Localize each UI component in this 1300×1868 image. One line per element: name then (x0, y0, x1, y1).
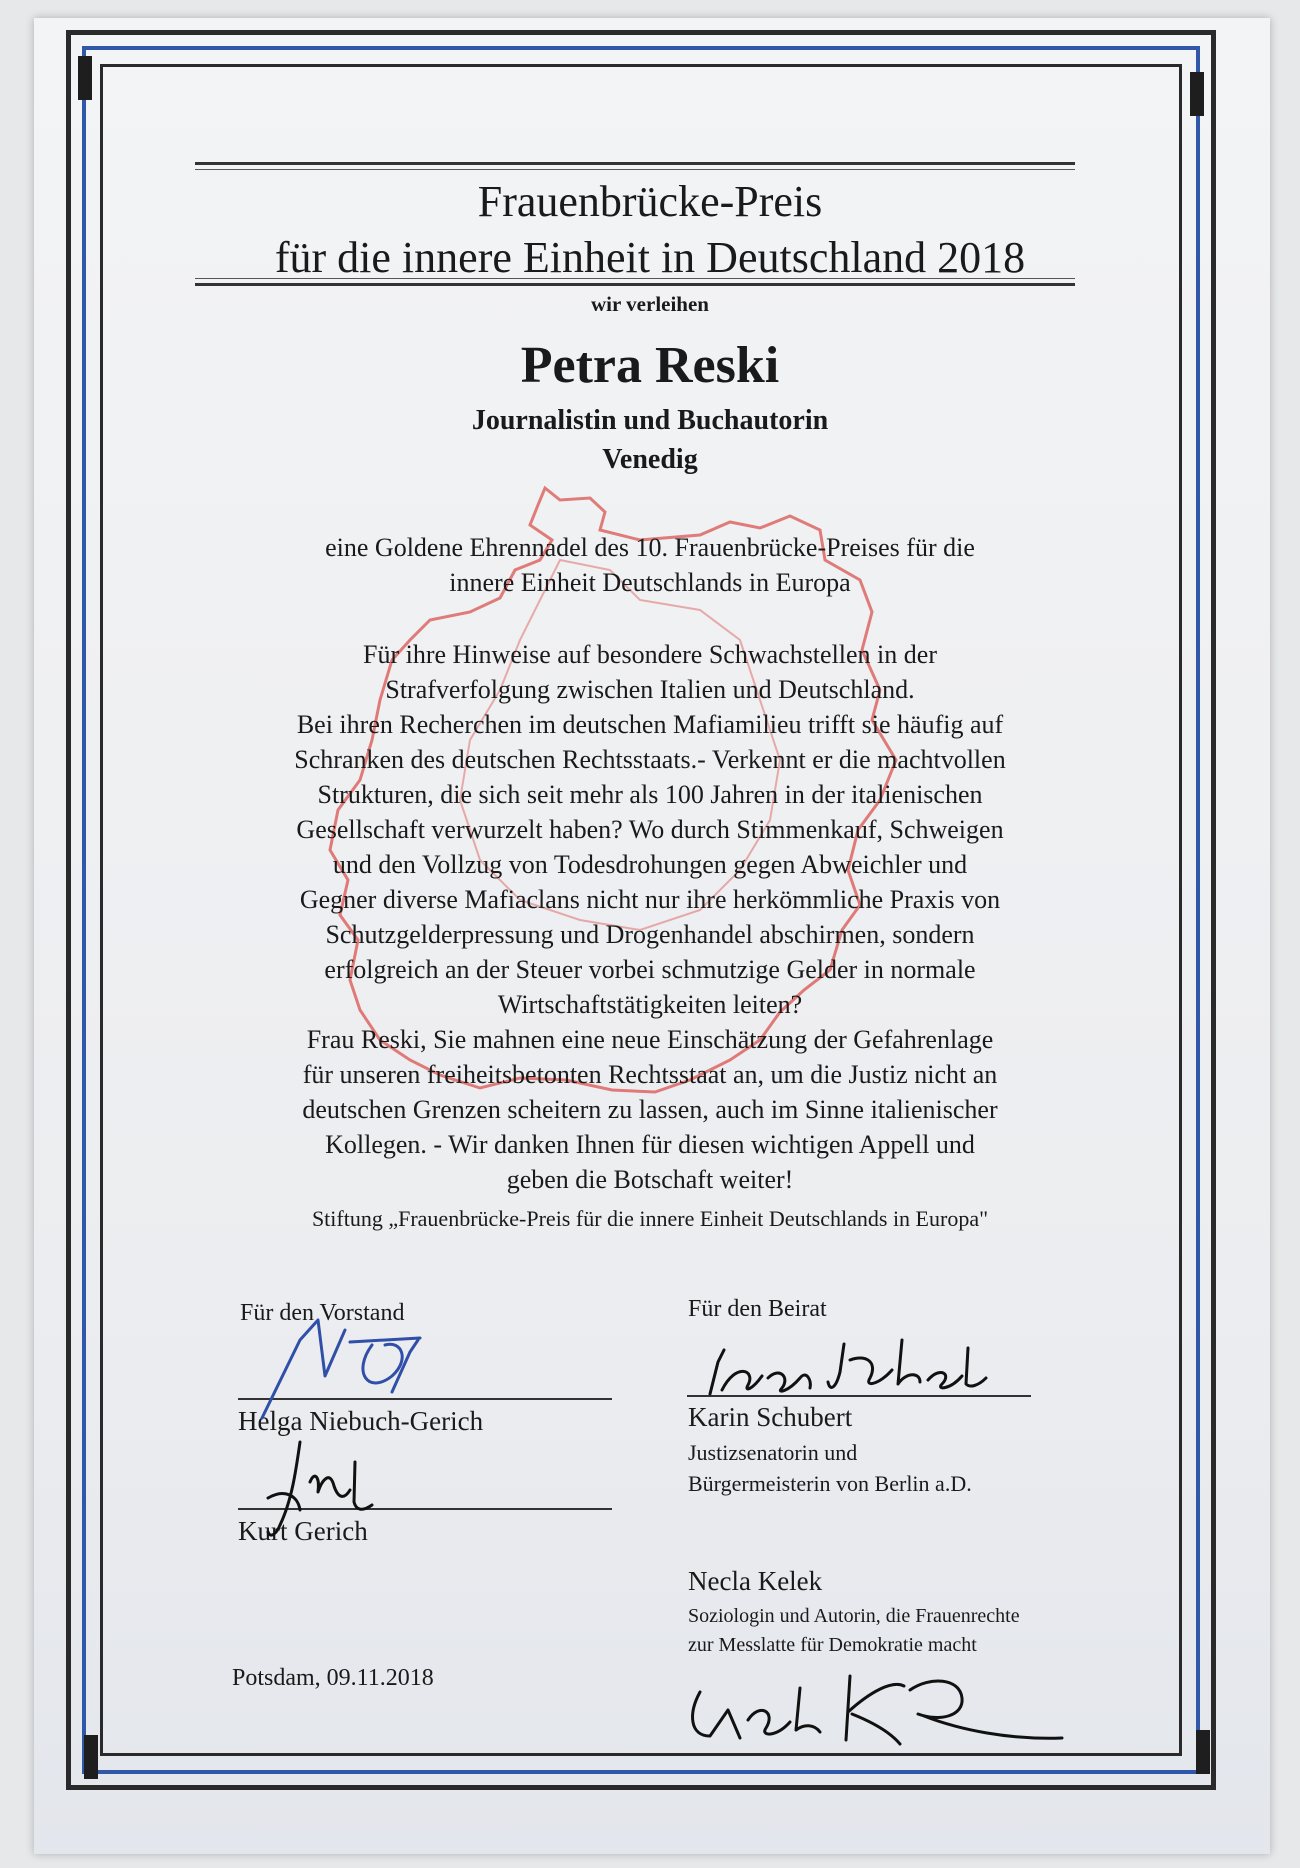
corner-ornament-top-left (78, 56, 92, 100)
laudatio-line: Für ihre Hinweise auf besondere Schwachstellen in der (363, 640, 937, 669)
laudatio-line: Kollegen. - Wir danken Ihnen für diesen wichtigen Appell und (325, 1130, 975, 1159)
title-bottom-rule (195, 278, 1075, 286)
signatory-name: Kurt Gerich (238, 1516, 368, 1546)
award-intro: wir verleihen (590, 292, 709, 316)
board-label: Für den Vorstand (240, 1300, 405, 1326)
signatory-description: zur Messlatte für Demokratie macht (688, 1634, 977, 1656)
signatory-name: Helga Niebuch-Gerich (238, 1406, 484, 1436)
laudatio-line: für unseren freiheitsbetonten Rechtsstaat an, um die Justiz nicht an (302, 1060, 998, 1089)
laudatio-line: Strukturen, die sich seit mehr als 100 Jahren in der italienischen (317, 780, 983, 809)
signatory-name: Karin Schubert (688, 1402, 853, 1432)
signatory-description: Justizsenatorin und (688, 1440, 858, 1465)
award-description (200, 530, 1100, 600)
laudatio-line: Gegner diverse Mafiaclans nicht nur ihre herkömmliche Praxis von (299, 885, 1001, 914)
laudatio-text (200, 637, 1100, 1197)
laudatio-line: geben die Botschaft weiter! (506, 1165, 794, 1194)
signature-line (238, 1508, 612, 1510)
laudatio-line: Frau Reski, Sie mahnen eine neue Einschätzung der Gefahrenlage (306, 1025, 994, 1054)
laudatio-line: erfolgreich an der Steuer vorbei schmutzige Gelder in normale (324, 955, 976, 984)
signatory-description: Soziologin und Autorin, die Frauenrechte (688, 1605, 1020, 1627)
corner-ornament-top-right (1190, 72, 1204, 116)
title-top-rule (195, 162, 1075, 170)
corner-ornament-bottom-right (1196, 1730, 1210, 1774)
advisory-label: Für den Beirat (688, 1296, 827, 1322)
foundation-name: Stiftung „Frauenbrücke-Preis für die innere Einheit Deutschlands in Europa" (311, 1206, 989, 1231)
award-line: innere Einheit Deutschlands in Europa (449, 568, 851, 597)
signatory-name: Necla Kelek (688, 1566, 823, 1596)
laudatio-line: Schranken des deutschen Rechtsstaats.- Verkennt er die machtvollen (294, 745, 1006, 774)
laudatio-line: Gesellschaft verwurzelt haben? Wo durch Stimmenkauf, Schweigen (296, 815, 1004, 844)
award-line: eine Goldene Ehrennadel des 10. Frauenbrücke-Preises für die (325, 533, 975, 562)
signature-line (687, 1395, 1031, 1397)
certificate-subtitle: für die innere Einheit in Deutschland 2018 (274, 233, 1026, 282)
laudatio-line: deutschen Grenzen scheitern zu lassen, auch im Sinne italienischer (302, 1095, 998, 1124)
signature-line (238, 1398, 612, 1400)
laudatio-line: Bei ihren Recherchen im deutschen Mafiamilieu trifft sie häufig auf (296, 710, 1004, 739)
laudatio-line: Strafverfolgung zwischen Italien und Deutschland. (385, 675, 915, 704)
recipient-role: Journalistin und Buchautorin (471, 405, 829, 436)
laudatio-line: Schutzgelderpressung und Drogenhandel abschirmen, sondern (325, 920, 975, 949)
corner-ornament-bottom-left (84, 1735, 98, 1779)
laudatio-line: Wirtschaftstätigkeiten leiten? (497, 990, 803, 1019)
laudatio-line: und den Vollzug von Todesdrohungen gegen Abweichler und (332, 850, 968, 879)
place-date: Potsdam, 09.11.2018 (232, 1665, 434, 1691)
recipient-city: Venedig (602, 444, 698, 475)
signatory-description: Bürgermeisterin von Berlin a.D. (688, 1471, 972, 1496)
certificate-title: Frauenbrücke-Preis (477, 177, 823, 226)
recipient-name: Petra Reski (520, 337, 780, 394)
